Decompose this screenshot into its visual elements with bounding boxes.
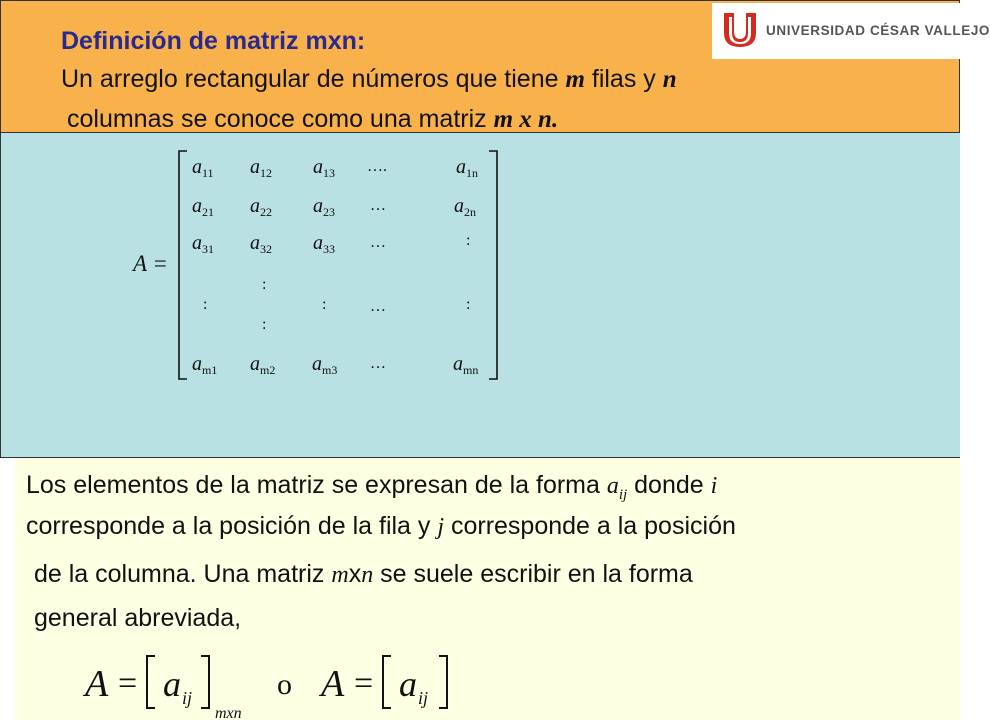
- matrix-lhs: A =: [133, 251, 168, 276]
- svg-text:a22: $a_{22}$: [250, 195, 272, 219]
- svg-text:am1: $a_{m1}$: [192, 353, 218, 377]
- svg-text:a21: $a_{21}$: [192, 195, 214, 219]
- explanation-line-3: de la columna. Una matriz mxn se suele escribir en la forma: [34, 560, 693, 588]
- matrix-vdots-row: [203, 276, 470, 333]
- university-logo: [712, 3, 990, 59]
- svg-text:a2n: $a_{2n}$: [454, 195, 476, 219]
- svg-text:a33: $a_{33}$: [313, 232, 335, 256]
- general-matrix: [1, 133, 959, 457]
- header-band: [0, 0, 990, 133]
- svg-text:a11: $a_{11}$: [192, 156, 214, 180]
- university-name: UNIVERSIDAD CÉSAR VALLEJO: [766, 23, 990, 38]
- svg-text:a: a: [399, 664, 417, 704]
- svg-text::: :: [466, 296, 471, 313]
- slide-title: Definición de matriz mxn:: [61, 27, 366, 55]
- svg-text::: :: [203, 296, 208, 313]
- formula1-right-bracket: [201, 656, 209, 708]
- svg-text:=: =: [118, 665, 138, 702]
- explanation-line-2: corresponde a la posición de la fila y j corresponde a la posición: [26, 512, 736, 540]
- svg-text:…: …: [370, 355, 386, 372]
- svg-text:a23: $a_{23}$: [313, 195, 335, 219]
- explanation-panel: [15, 458, 960, 720]
- definition-line-1: Un arreglo rectangular de números que tiene m filas y n: [61, 65, 677, 93]
- matrix-row-2: [192, 195, 476, 219]
- svg-text::: :: [262, 276, 267, 293]
- formula2-right-bracket: [439, 656, 447, 708]
- svg-text:a13: $a_{13}$: [313, 156, 335, 180]
- formula1-left-bracket: [147, 656, 155, 708]
- svg-text:a32: $a_{32}$: [250, 232, 272, 256]
- matrix-row-1: [192, 156, 478, 180]
- svg-text:…: …: [370, 234, 386, 251]
- svg-text:amn: $a_{mn}$: [453, 353, 479, 377]
- svg-text:a1n: $a_{1n}$: [456, 156, 478, 180]
- svg-text:am3: $a_{m3}$: [312, 353, 338, 377]
- svg-text::: :: [466, 232, 471, 249]
- definition-line-2: columnas se conoce como una matriz m x n.: [67, 105, 559, 133]
- matrix-panel: [0, 133, 960, 458]
- svg-text:…: …: [370, 197, 386, 214]
- formula2-left-bracket: [383, 656, 391, 708]
- abbreviated-formula: [15, 648, 960, 720]
- svg-text:=: =: [354, 665, 374, 702]
- svg-text:ij: ij: [182, 688, 193, 708]
- svg-text:a31: $a_{31}$: [192, 232, 214, 256]
- svg-text:….: ….: [367, 158, 387, 175]
- explanation-line-4: general abreviada,: [34, 604, 242, 632]
- svg-text:mxn: mxn: [215, 705, 242, 720]
- matrix-row-m: [192, 353, 478, 377]
- svg-text::: :: [322, 296, 327, 313]
- explanation-line-1: Los elementos de la matriz se expresan de la forma $a_{ij}$ donde i: [26, 471, 718, 503]
- svg-text:a12: $a_{12}$: [250, 156, 272, 180]
- left-bracket: [179, 151, 187, 379]
- svg-text:o: o: [277, 668, 292, 701]
- right-bracket: [489, 151, 497, 379]
- svg-text::: :: [262, 316, 267, 333]
- svg-text:ij: ij: [418, 688, 429, 708]
- svg-text:am2: $a_{m2}$: [250, 353, 276, 377]
- ucv-logo-icon: [722, 11, 758, 49]
- svg-text:A: A: [85, 663, 109, 705]
- matrix-row-3: [192, 232, 470, 256]
- svg-text:a: a: [163, 664, 181, 704]
- svg-text:A: A: [321, 663, 345, 705]
- svg-text:…: …: [370, 298, 386, 315]
